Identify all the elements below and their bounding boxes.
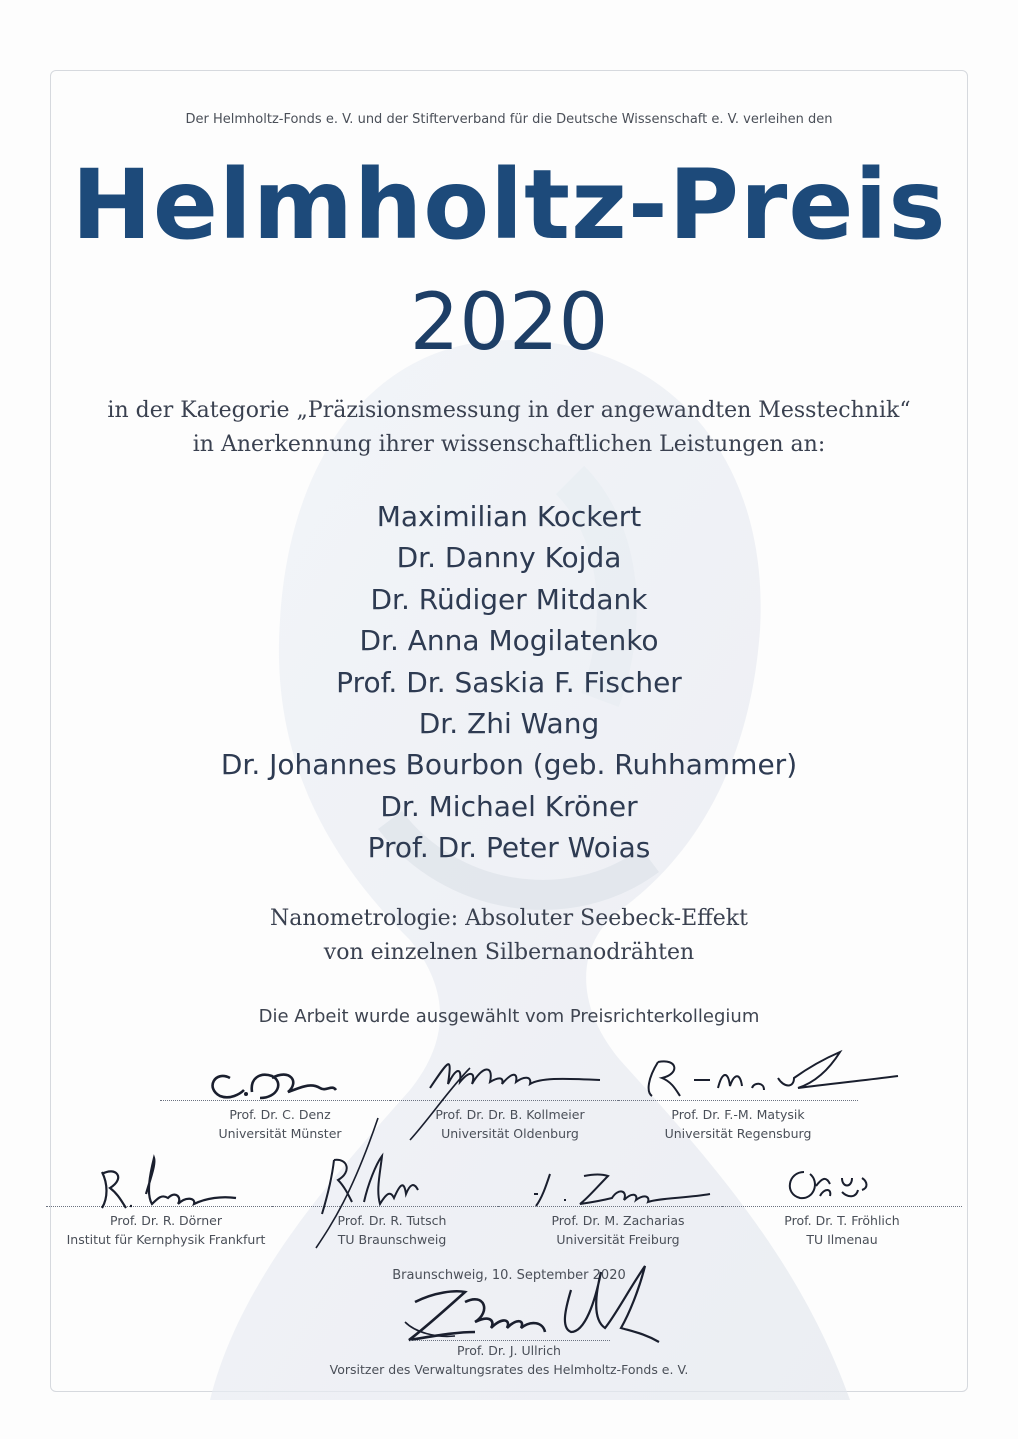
signature-block-froehlich [722,1206,962,1249]
signatory-name: Prof. Dr. R. Dörner [110,1213,222,1228]
laureate-name: Prof. Dr. Peter Woias [367,831,651,865]
laureate-name: Dr. Michael Kröner [380,789,638,823]
laureate-name: Dr. Danny Kojda [396,541,622,575]
preamble-text: Der Helmholtz-Fonds e. V. und der Stifterverband für die Deutsche Wissenschaft e. V. verleihen den [185,112,833,127]
award-year: 2020 [409,278,609,368]
signatory-affiliation: Universität Freiburg [556,1232,680,1247]
handwritten-signature [618,1048,858,1108]
signature-block-tutsch [272,1206,512,1249]
signatory-name: Prof. Dr. R. Tutsch [337,1213,447,1228]
handwritten-signature [498,1154,738,1214]
president-signature [395,1262,675,1352]
work-title: Nanometrologie: Absoluter Seebeck-Effekt [270,906,748,931]
laureate-name: Dr. Rüdiger Mitdank [370,582,648,616]
handwritten-signature [272,1154,512,1214]
laureate-list [0,496,1018,869]
category-line: in der Kategorie „Präzisionsmessung in der angewandten Messtechnik“ [107,398,911,423]
handwritten-signature [390,1048,630,1108]
signatory-name: Prof. Dr. C. Denz [229,1107,331,1122]
handwritten-signature [722,1154,962,1214]
handwritten-signature [160,1048,400,1108]
handwritten-signature [46,1154,286,1214]
work-title-continued: von einzelnen Silbernanodrähten [323,940,695,965]
signatory-name: Prof. Dr. M. Zacharias [551,1213,685,1228]
president-role: Vorsitzer des Verwaltungsrates des Helmholtz-Fonds e. V. [329,1362,689,1377]
award-title: Helmholtz-Preis [71,149,947,261]
signatory-name: Prof. Dr. T. Fröhlich [784,1213,900,1228]
signature-block-zacharias [498,1206,738,1249]
laureate-name: Dr. Johannes Bourbon (geb. Ruhhammer) [220,748,798,782]
jury-statement: Die Arbeit wurde ausgewählt vom Preisrichterkollegium [258,1006,760,1027]
signature-block-denz [160,1100,400,1143]
laureate-name: Maximilian Kockert [376,500,642,533]
laureate-name: Dr. Anna Mogilatenko [359,624,659,658]
signatory-affiliation: TU Ilmenau [806,1232,878,1247]
signatory-name: Prof. Dr. F.-M. Matysik [671,1107,805,1122]
signatory-affiliation: Universität Regensburg [664,1126,812,1141]
signatory-affiliation: TU Braunschweig [337,1232,447,1247]
laureate-name: Prof. Dr. Saskia F. Fischer [336,665,682,699]
signatory-affiliation: Universität Münster [218,1126,342,1141]
signature-block-kollmeier [390,1100,630,1143]
president-signature-line [410,1340,610,1341]
place-and-date: Braunschweig, 10. September 2020 [392,1268,626,1283]
recognition-line: in Anerkennung ihrer wissenschaftlichen Leistungen an: [192,432,826,457]
president-name: Prof. Dr. J. Ullrich [457,1343,561,1358]
signatory-affiliation: Universität Oldenburg [441,1126,579,1141]
signatory-affiliation: Institut für Kernphysik Frankfurt [66,1232,266,1247]
signatory-name: Prof. Dr. Dr. B. Kollmeier [435,1107,585,1122]
signature-block-matysik [618,1100,858,1143]
signature-block-doerner [46,1206,286,1249]
laureate-name: Dr. Zhi Wang [418,706,600,740]
